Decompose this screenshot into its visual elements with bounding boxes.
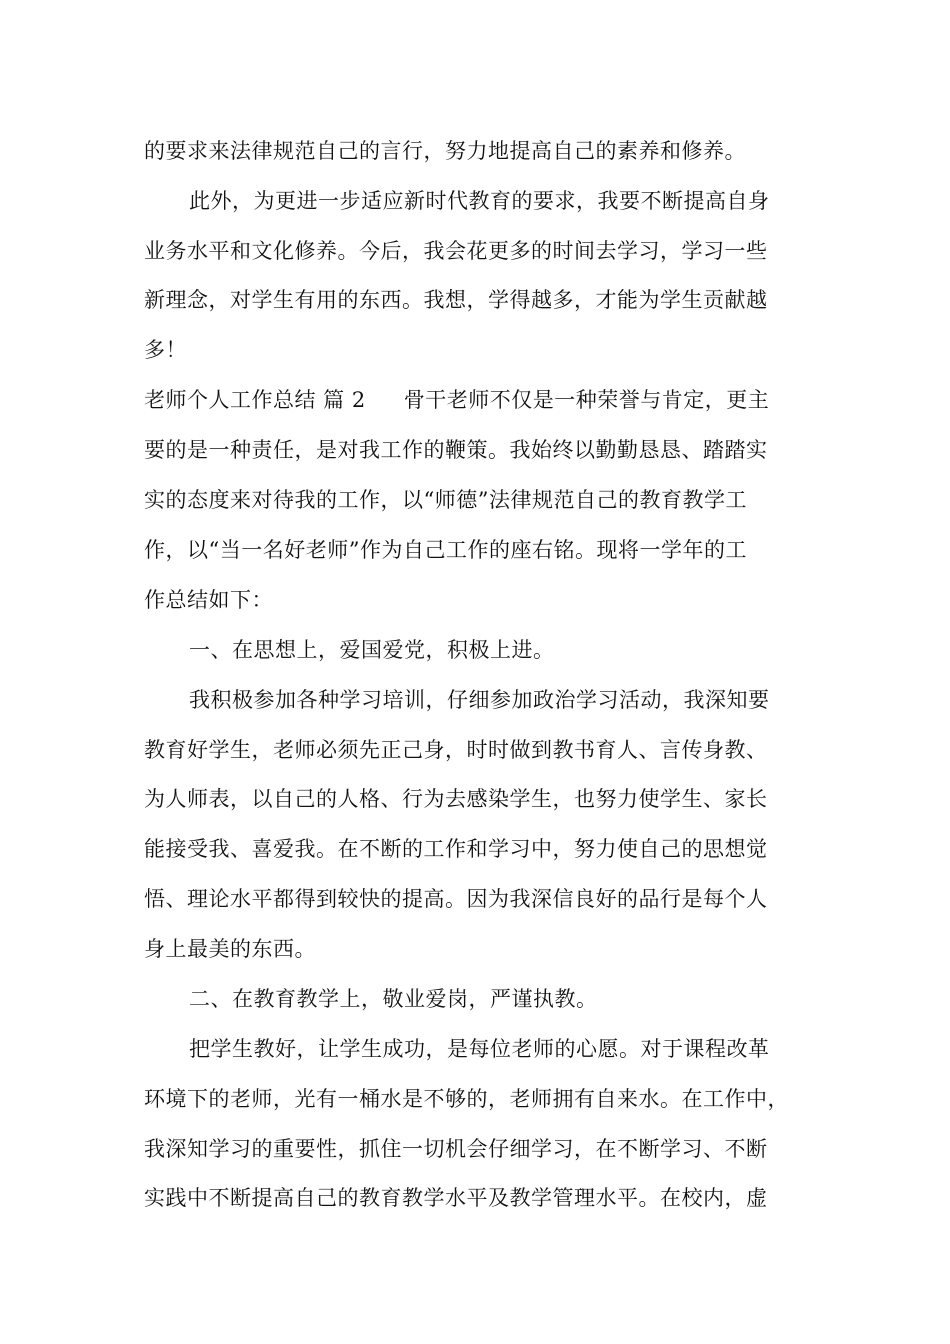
section-heading-line [144, 380, 814, 420]
section-title: 老师个人工作总结 篇 2 [144, 388, 366, 412]
text-line: 作总结如下： [144, 588, 273, 612]
text-line: 环境下的老师，光有一桶水是不够的，老师拥有自来水。在工作中， [144, 1087, 789, 1111]
text-line: 我深知学习的重要性，抓住一切机会仔细学习，在不断学习、不断 [144, 1137, 768, 1161]
text-line: 教育好学生，老师必须先正己身，时时做到教书育人、言传身教、 [144, 738, 768, 762]
text-line: 的要求来法律规范自己的言行，努力地提高自己的素养和修养。 [144, 139, 746, 163]
paragraph-first-line: 把学生教好，让学生成功，是每位老师的心愿。对于课程改革 [189, 1037, 770, 1061]
text-line: 业务水平和文化修养。今后，我会花更多的时间去学习，学习一些 [144, 239, 768, 263]
text-line: 多！ [144, 338, 187, 362]
text-line: 实践中不断提高自己的教育教学水平及教学管理水平。在校内，虚 [144, 1186, 768, 1210]
text-line: 实的态度来对待我的工作，以“师德”法律规范自己的教育教学工 [144, 488, 747, 512]
subheading-two: 二、在教育教学上，敬业爱岗，严谨执教。 [189, 987, 598, 1011]
paragraph-first-line: 此外，为更进一步适应新时代教育的要求，我要不断提高自身 [189, 189, 770, 213]
text-line: 新理念，对学生有用的东西。我想，学得越多，才能为学生贡献越 [144, 288, 768, 312]
text-line: 能接受我、喜爱我。在不断的工作和学习中，努力使自己的思想觉 [144, 837, 768, 861]
text-line: 悟、理论水平都得到较快的提高。因为我深信良好的品行是每个人 [144, 887, 768, 911]
section-first-text: 骨干老师不仅是一种荣誉与肯定，更主 [403, 388, 770, 412]
text-line: 为人师表，以自己的人格、行为去感染学生，也努力使学生、家长 [144, 787, 768, 811]
text-line: 身上最美的东西。 [144, 937, 316, 961]
paragraph-first-line: 我积极参加各种学习培训，仔细参加政治学习活动，我深知要 [189, 688, 770, 712]
subheading-one: 一、在思想上，爱国爱党，积极上进。 [189, 638, 555, 662]
text-line: 作，以“当一名好老师”作为自己工作的座右铭。现将一学年的工 [144, 538, 747, 562]
text-line: 要的是一种责任，是对我工作的鞭策。我始终以勤勤恳恳、踏踏实 [144, 438, 768, 462]
